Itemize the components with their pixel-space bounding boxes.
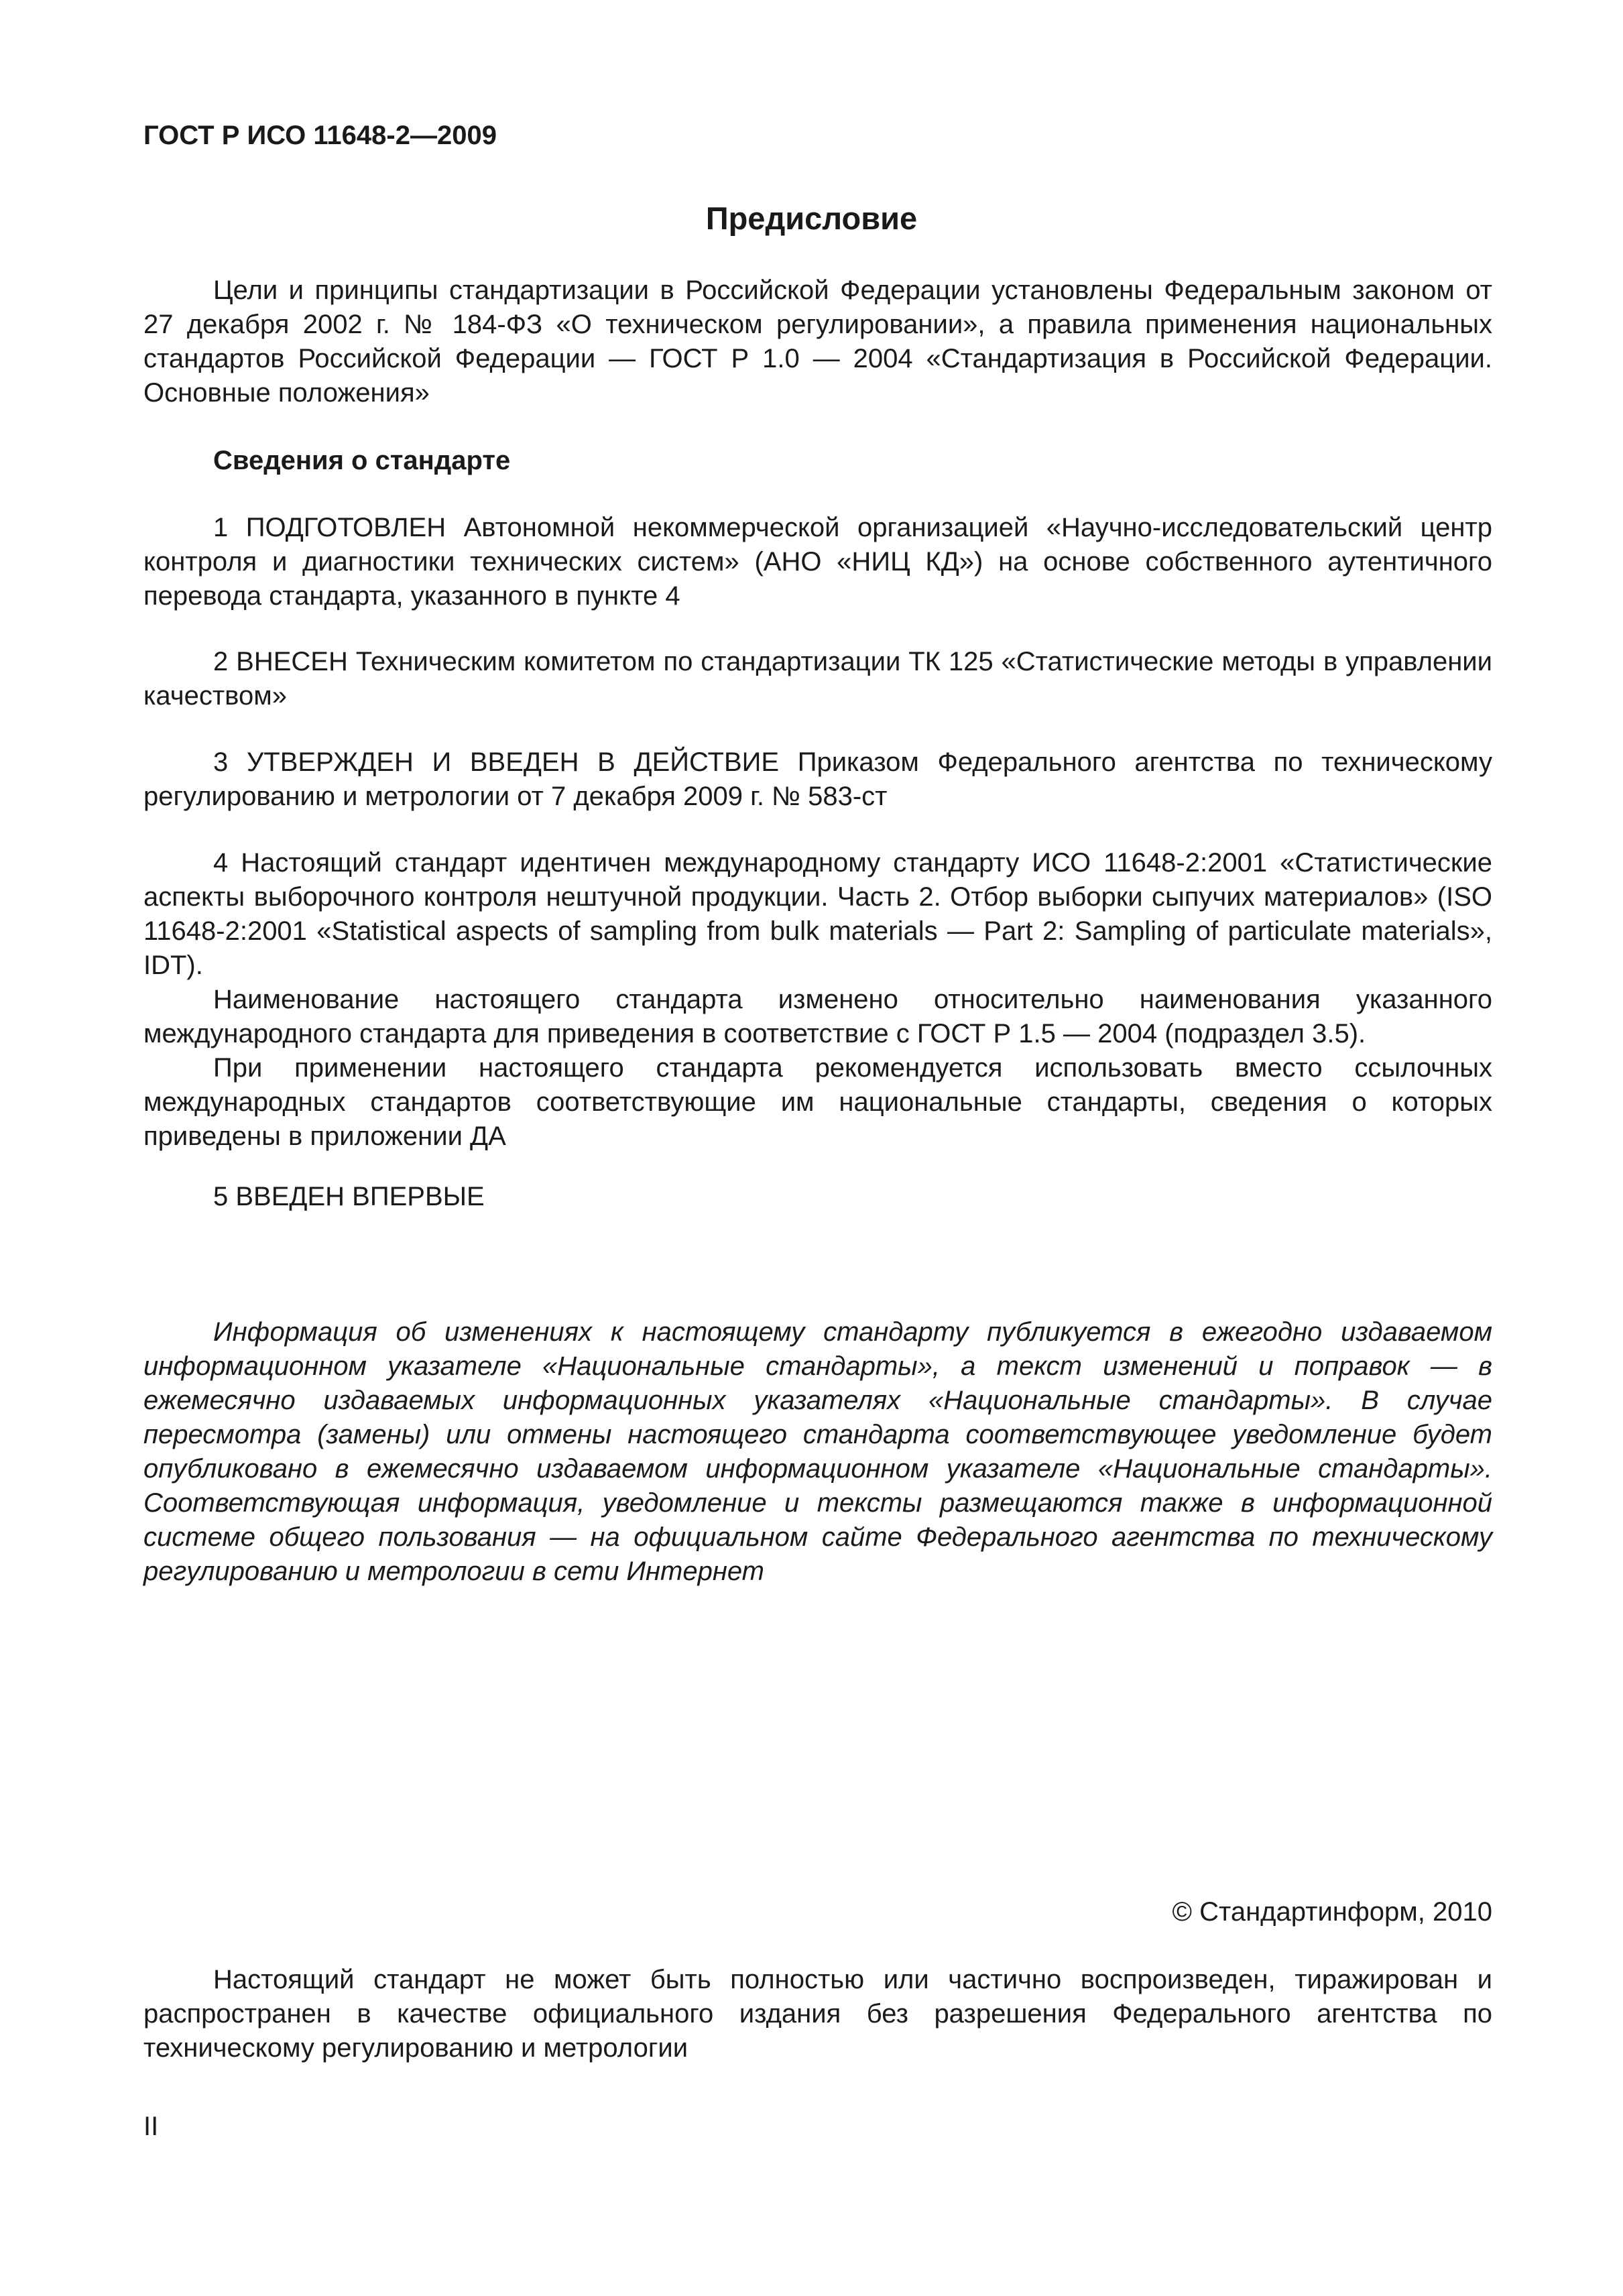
reproduction-notice-text: Настоящий стандарт не может быть полностью или частично воспроизведен, тиражирован и распространен в качестве официального издания без разрешения Федерального агентства по техническому регулированию и метрологии — [143, 1965, 1492, 2063]
item-2-text: 2 ВНЕСЕН Техническим комитетом по стандартизации ТК 125 «Статистические методы в управлении качеством» — [143, 647, 1492, 711]
document-code: ГОСТ Р ИСО 11648-2—2009 — [143, 121, 497, 150]
item-5 — [143, 1180, 1492, 1214]
changes-notice-text: Информация об изменениях к настоящему стандарту публикуется в ежегодно издаваемом информационном указателе «Национальные стандарты», а текст изменений и поправок — в ежемесячно издаваемых информационных указателях «Национальные стандарты». В случае пересмотра (замены) или отмены настоящего стандарта соответствующее уведомление будет опубликовано в ежемесячно издаваемом информационном указателе «Национальные стандарты». Соответствующая информация, уведомление и тексты размещаются также в информационной системе общего пользования — на официальном сайте Федерального агентства по техническому регулированию и метрологии в сети Интернет — [143, 1317, 1492, 1586]
item-3 — [143, 745, 1492, 814]
section-heading: Сведения о стандарте — [213, 446, 511, 475]
item-4-text: 4 Настоящий стандарт идентичен международному стандарту ИСО 11648-2:2001 «Статистические аспекты выборочного контроля нештучной продукции. Часть 2. Отбор выборки сыпучих материалов» (ISO 11648-2:2001 «Statistical aspects of sampling from bulk materials — Part 2: Sampling of particulate materials», IDT). — [143, 848, 1492, 980]
page-number: II — [143, 2112, 159, 2141]
item-4-references-text: При применении настоящего стандарта рекомендуется использовать вместо ссылочных международных стандартов соответствующие им национальные стандарты, сведения о которых приведены в приложении ДА — [143, 1053, 1492, 1151]
intro-text: Цели и принципы стандартизации в Российской Федерации установлены Федеральным законом от 27 декабря 2002 г. № 184-ФЗ «О техническом регулировании», а правила применения национальных стандартов Российской Федерации — ГОСТ Р 1.0 — 2004 «Стандартизация в Российской Федерации. Основные положения» — [143, 276, 1492, 408]
intro-paragraph — [143, 274, 1492, 410]
item-4 — [143, 846, 1492, 1154]
copyright: © Стандартинформ, 2010 — [1172, 1897, 1492, 1927]
item-2 — [143, 645, 1492, 713]
item-5-text: 5 ВВЕДЕН ВПЕРВЫЕ — [213, 1182, 485, 1211]
item-3-text: 3 УТВЕРЖДЕН И ВВЕДЕН В ДЕЙСТВИЕ Приказом Федерального агентства по техническому регулированию и метрологии от 7 декабря 2009 г. № 583-ст — [143, 747, 1492, 811]
item-1-text: 1 ПОДГОТОВЛЕН Автономной некоммерческой организацией «Научно-исследовательский центр контроля и диагностики технических систем» (АНО «НИЦ КД») на основе собственного аутентичного перевода стандарта, указанного в пункте 4 — [143, 513, 1492, 611]
item-4-rename-text: Наименование настоящего стандарта изменено относительно наименования указанного международного стандарта для приведения в соответствие с ГОСТ Р 1.5 — 2004 (подраздел 3.5). — [143, 985, 1492, 1048]
reproduction-notice — [143, 1963, 1492, 2065]
changes-notice — [143, 1315, 1492, 1589]
item-1 — [143, 511, 1492, 613]
page-title: Предисловие — [705, 200, 918, 236]
